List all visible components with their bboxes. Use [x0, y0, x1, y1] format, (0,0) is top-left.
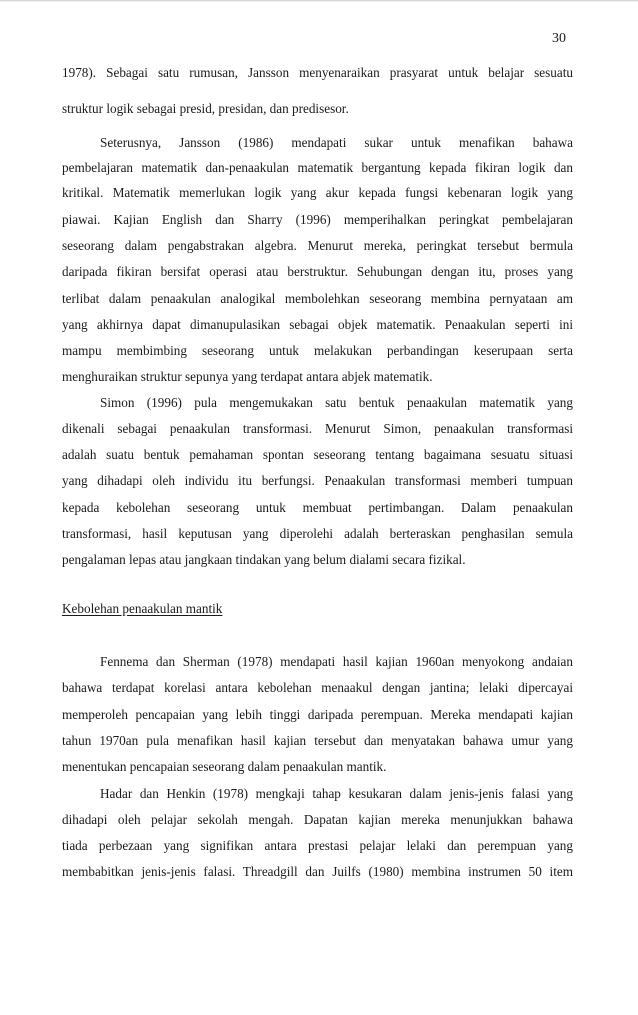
text-line: Simon (1996) pula mengemukakan satu bentuk penaakulan matematik yang — [100, 395, 573, 410]
text-line: yang dihadapi oleh individu itu berfungsi. Penaakulan transformasi memberi tumpuan — [62, 473, 573, 488]
text-line: memperoleh pencapaian yang lebih tinggi daripada perempuan. Mereka mendapati kajian — [62, 707, 573, 722]
text-line: pembelajaran matematik dan-penaakulan matematik bergantung kepada fikiran logik dan — [62, 160, 573, 175]
text-line: dikenali sebagai penaakulan transformasi. Menurut Simon, penaakulan transformasi — [62, 421, 573, 436]
text-line: tiada perbezaan yang signifikan antara prestasi pelajar lelaki dan perempuan yang — [62, 838, 573, 853]
text-line: menentukan pencapaian seseorang dalam penaakulan mantik. — [62, 759, 387, 774]
text-line: Seterusnya, Jansson (1986) mendapati sukar untuk menafikan bahawa — [100, 135, 573, 150]
text-line: Fennema dan Sherman (1978) mendapati hasil kajian 1960an menyokong andaian — [100, 654, 573, 669]
text-line: bahawa terdapat korelasi antara kebolehan menaakul dengan jantina; lelaki dipercayai — [62, 680, 573, 695]
text-line: struktur logik sebagai presid, presidan, dan predisesor. — [62, 101, 349, 116]
text-line: membabitkan jenis-jenis falasi. Threadgill dan Juilfs (1980) membina instrumen 50 item — [62, 864, 573, 879]
scan-top-edge — [0, 0, 638, 2]
page-number: 30 — [552, 31, 566, 46]
text-line: yang akhirnya dapat dimanupulasikan sebagai objek matematik. Penaakulan seperti ini — [62, 317, 573, 332]
text-line: seseorang dalam pengabstrakan algebra. Menurut mereka, peringkat tersebut bermula — [62, 238, 573, 253]
text-line: kepada kebolehan seseorang untuk membuat pertimbangan. Dalam penaakulan — [62, 500, 573, 515]
text-line: dihadapi oleh pelajar sekolah mengah. Dapatan kajian mereka menunjukkan bahawa — [62, 812, 573, 827]
text-line: adalah suatu bentuk pemahaman spontan seseorang tentang bagaimana sesuatu situasi — [62, 447, 573, 462]
text-line: Hadar dan Henkin (1978) mengkaji tahap kesukaran dalam jenis-jenis falasi yang — [100, 786, 573, 801]
text-line: pengalaman lepas atau jangkaan tindakan yang belum dialami secara fizikal. — [62, 552, 466, 567]
text-line: piawai. Kajian English dan Sharry (1996) memperihalkan peringkat pembelajaran — [62, 212, 573, 227]
text-line: transformasi, hasil keputusan yang diperolehi adalah berteraskan penghasilan semula — [62, 526, 573, 541]
text-line: kritikal. Matematik memerlukan logik yang akur kepada fungsi kebenaran logik yang — [62, 185, 573, 200]
text-line: daripada fikiran bersifat operasi atau berstruktur. Sehubungan dengan itu, proses yang — [62, 264, 573, 279]
section-heading: Kebolehan penaakulan mantik — [62, 601, 223, 616]
text-line: terlibat dalam penaakulan analogikal membolehkan seseorang membina pernyataan am — [62, 291, 573, 306]
text-line: mampu membimbing seseorang untuk melakukan perbandingan keserupaan serta — [62, 343, 573, 358]
text-line: 1978). Sebagai satu rumusan, Jansson menyenaraikan prasyarat untuk belajar sesuatu — [62, 65, 573, 80]
text-line: tahun 1970an pula menafikan hasil kajian tersebut dan menyatakan bahawa umur yang — [62, 733, 573, 748]
text-line: menghuraikan struktur sepunya yang terdapat antara abjek matematik. — [62, 369, 433, 384]
